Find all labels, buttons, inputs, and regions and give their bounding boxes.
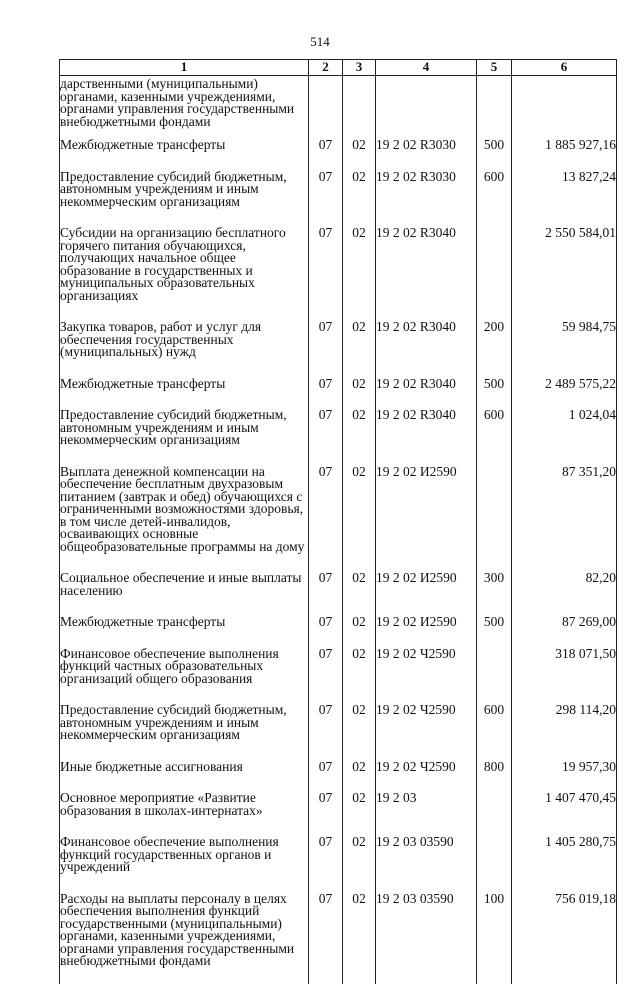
row-target-code: 19 2 03: [376, 789, 477, 833]
row-expense-type: 500: [477, 136, 512, 168]
row-section: 07: [309, 318, 343, 375]
header-row: [60, 60, 617, 76]
row-target-code: 19 2 02 И2590: [376, 463, 477, 570]
row-subsection: 02: [343, 645, 376, 702]
row-amount: 13 827,24: [512, 168, 617, 225]
row-expense-type: 600: [477, 701, 512, 758]
row-amount: 318 071,50: [512, 645, 617, 702]
row-amount: 59 984,75: [512, 318, 617, 375]
row-expense-type: [477, 224, 512, 318]
row-target-code: [376, 76, 477, 137]
row-name: Межбюджетные трансферты: [60, 613, 309, 645]
row-amount: 87 269,00: [512, 613, 617, 645]
row-name: Финансовое обеспечение выполнения функций частных образовательных организаций общего образования: [60, 645, 309, 702]
row-expense-type: 500: [477, 375, 512, 407]
row-subsection: 02: [343, 375, 376, 407]
column-header: 1: [60, 60, 309, 76]
table-row: [60, 890, 617, 984]
table-row: [60, 136, 617, 168]
row-expense-type: 800: [477, 758, 512, 790]
row-expense-type: [477, 833, 512, 890]
row-amount: [512, 76, 617, 137]
table-row: [60, 318, 617, 375]
table-row: [60, 645, 617, 702]
row-target-code: 19 2 02 И2590: [376, 613, 477, 645]
row-expense-type: 100: [477, 890, 512, 984]
row-target-code: 19 2 02 R3030: [376, 136, 477, 168]
column-header: 5: [477, 60, 512, 76]
row-subsection: 02: [343, 833, 376, 890]
row-section: 07: [309, 613, 343, 645]
row-expense-type: [477, 463, 512, 570]
row-name: Финансовое обеспечение выполнения функций государственных органов и учреждений: [60, 833, 309, 890]
row-name: Иные бюджетные ассигнования: [60, 758, 309, 790]
page-number: 514: [310, 34, 330, 49]
table-row: [60, 613, 617, 645]
row-name: дарственными (муниципальными) органами, казенными учреждениями, органами управления государственными внебюджетными фондами: [60, 76, 309, 137]
row-amount: 87 351,20: [512, 463, 617, 570]
row-expense-type: 500: [477, 613, 512, 645]
table-row: [60, 224, 617, 318]
row-target-code: 19 2 03 03590: [376, 833, 477, 890]
row-expense-type: [477, 789, 512, 833]
column-header: 6: [512, 60, 617, 76]
row-subsection: [343, 76, 376, 137]
row-section: 07: [309, 701, 343, 758]
row-section: [309, 76, 343, 137]
row-section: 07: [309, 569, 343, 613]
row-subsection: 02: [343, 224, 376, 318]
row-name: Расходы на выплаты персоналу в целях обеспечения выполнения функций государственными (муниципальными) органами, казенными учреждениями, органами управления государственными внебюджетными фондами: [60, 890, 309, 984]
row-section: 07: [309, 406, 343, 463]
row-subsection: 02: [343, 701, 376, 758]
row-subsection: 02: [343, 789, 376, 833]
table-row: [60, 375, 617, 407]
table-row: [60, 569, 617, 613]
row-expense-type: 300: [477, 569, 512, 613]
row-target-code: 19 2 02 Ч2590: [376, 645, 477, 702]
row-amount: 1 024,04: [512, 406, 617, 463]
row-expense-type: [477, 645, 512, 702]
row-name: Предоставление субсидий бюджетным, автономным учреждениям и иным некоммерческим организациям: [60, 406, 309, 463]
row-subsection: 02: [343, 463, 376, 570]
row-name: Выплата денежной компенсации на обеспечение бесплатным двухразовым питанием (завтрак и обед) обучающихся с ограниченными возможностями здоровья, в том числе детей-инвалидов, осваивающих основные общеобразовательные программы на дому: [60, 463, 309, 570]
table-row: [60, 758, 617, 790]
row-section: 07: [309, 168, 343, 225]
row-name: Межбюджетные трансферты: [60, 375, 309, 407]
table-row: [60, 789, 617, 833]
row-subsection: 02: [343, 406, 376, 463]
row-section: 07: [309, 375, 343, 407]
row-amount: 2 550 584,01: [512, 224, 617, 318]
row-target-code: 19 2 02 И2590: [376, 569, 477, 613]
row-name: Социальное обеспечение и иные выплаты населению: [60, 569, 309, 613]
row-name: Межбюджетные трансферты: [60, 136, 309, 168]
row-subsection: 02: [343, 890, 376, 984]
row-target-code: 19 2 02 Ч2590: [376, 701, 477, 758]
row-name: Закупка товаров, работ и услуг для обеспечения государственных (муниципальных) нужд: [60, 318, 309, 375]
row-section: 07: [309, 224, 343, 318]
row-expense-type: 200: [477, 318, 512, 375]
row-expense-type: 600: [477, 168, 512, 225]
row-amount: 298 114,20: [512, 701, 617, 758]
table-row: [60, 168, 617, 225]
row-amount: 82,20: [512, 569, 617, 613]
row-subsection: 02: [343, 136, 376, 168]
row-section: 07: [309, 758, 343, 790]
row-expense-type: [477, 76, 512, 137]
table-row: [60, 76, 617, 137]
row-subsection: 02: [343, 613, 376, 645]
row-section: 07: [309, 136, 343, 168]
row-subsection: 02: [343, 168, 376, 225]
column-header: 3: [343, 60, 376, 76]
table-row: [60, 833, 617, 890]
row-target-code: 19 2 02 R3040: [376, 224, 477, 318]
row-subsection: 02: [343, 318, 376, 375]
row-section: 07: [309, 463, 343, 570]
row-amount: 1 885 927,16: [512, 136, 617, 168]
row-amount: 19 957,30: [512, 758, 617, 790]
column-header: 2: [309, 60, 343, 76]
row-target-code: 19 2 03 03590: [376, 890, 477, 984]
table-row: [60, 463, 617, 570]
row-amount: 2 489 575,22: [512, 375, 617, 407]
row-name: Предоставление субсидий бюджетным, автономным учреждениям и иным некоммерческим организациям: [60, 168, 309, 225]
row-name: Основное мероприятие «Развитие образования в школах-интернатах»: [60, 789, 309, 833]
row-amount: 756 019,18: [512, 890, 617, 984]
row-subsection: 02: [343, 569, 376, 613]
table-row: [60, 701, 617, 758]
row-expense-type: 600: [477, 406, 512, 463]
row-target-code: 19 2 02 Ч2590: [376, 758, 477, 790]
row-name: Субсидии на организацию бесплатного горячего питания обучающихся, получающих начальное общее образование в государственных и муниципальных образовательных организациях: [60, 224, 309, 318]
row-target-code: 19 2 02 R3040: [376, 318, 477, 375]
row-section: 07: [309, 890, 343, 984]
budget-table: [59, 59, 617, 984]
table-row: [60, 406, 617, 463]
row-target-code: 19 2 02 R3040: [376, 406, 477, 463]
row-amount: 1 405 280,75: [512, 833, 617, 890]
row-name: Предоставление субсидий бюджетным, автономным учреждениям и иным некоммерческим организациям: [60, 701, 309, 758]
column-header: 4: [376, 60, 477, 76]
row-target-code: 19 2 02 R3040: [376, 375, 477, 407]
row-target-code: 19 2 02 R3030: [376, 168, 477, 225]
row-subsection: 02: [343, 758, 376, 790]
row-amount: 1 407 470,45: [512, 789, 617, 833]
row-section: 07: [309, 833, 343, 890]
row-section: 07: [309, 645, 343, 702]
row-section: 07: [309, 789, 343, 833]
